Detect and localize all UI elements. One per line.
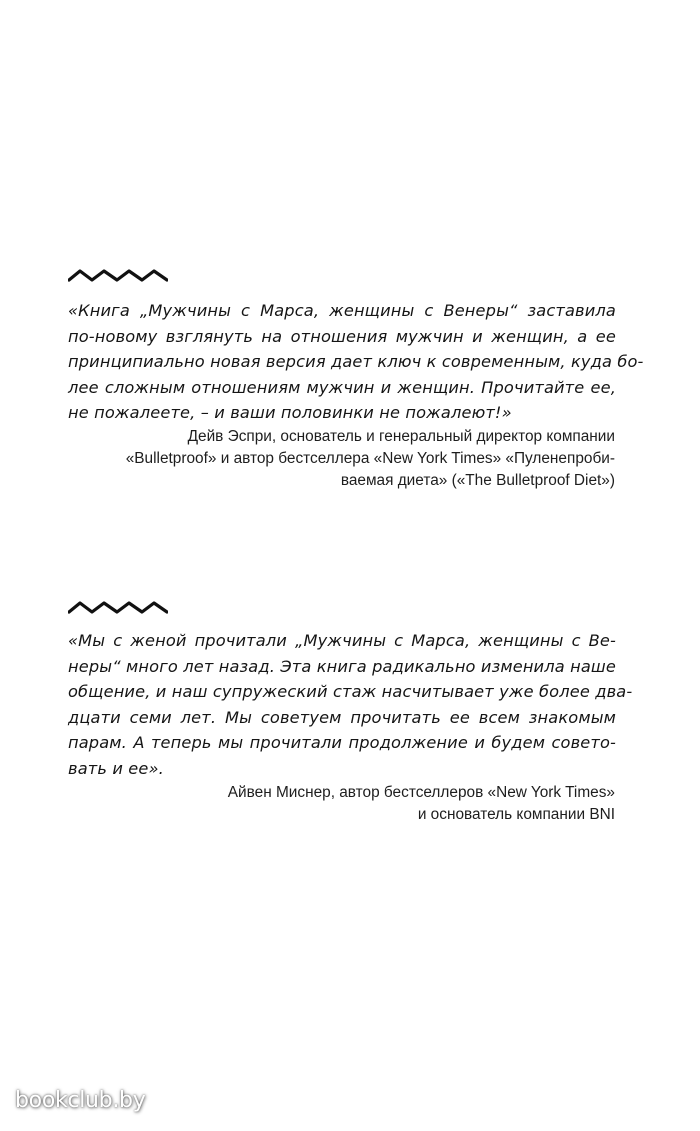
wave-divider-icon [68, 599, 168, 615]
watermark: bookclub.by [15, 1088, 146, 1113]
attribution-line: Айвен Миснер, автор бестселлеров «New York Times» [227, 784, 615, 801]
quote-line: парам. А теперь мы прочитали продолжение и будем совето- [68, 733, 616, 753]
quote-line: принципиально новая версия дает ключ к современным, куда бо- [68, 352, 644, 372]
attribution-line: и основатель компании BNI [417, 806, 615, 823]
quote-line: «Книга „Мужчины с Марса, женщины с Венеры“ заставила [68, 301, 616, 320]
quote-line: лее сложным отношениям мужчин и женщин. Прочитайте ее, [68, 377, 616, 397]
attribution-line: «Bulletproof» и автор бестселлера «New York Times» «Пуленепроби- [125, 450, 615, 467]
quote-line: общение, и наш супружеский стаж насчитывает уже более два- [68, 682, 633, 702]
quote-line: «Мы с женой прочитали „Мужчины с Марса, женщины с Ве- [68, 631, 616, 650]
quote-line: по-новому взглянуть на отношения мужчин и женщин, а ее [68, 326, 616, 346]
wave-divider-icon [68, 267, 168, 283]
quote-line: неры“ много лет назад. Эта книга радикально изменила наше [68, 656, 616, 676]
testimonial-quote-2 [68, 628, 633, 782]
attribution-line: ваемая диета» («The Bulletproof Diet») [340, 472, 615, 489]
testimonial-attribution-2 [55, 782, 615, 826]
quote-line: вать и ее». [68, 758, 164, 778]
quote-line: не пожалеете, – и ваши половинки не пожалеют!» [68, 403, 512, 423]
attribution-line: Дейв Эспри, основатель и генеральный директор компании [187, 428, 615, 445]
testimonial-quote-1 [68, 298, 644, 426]
testimonial-attribution-1 [55, 426, 615, 492]
quote-line: дцати семи лет. Мы советуем прочитать ее всем знакомым [68, 707, 616, 727]
